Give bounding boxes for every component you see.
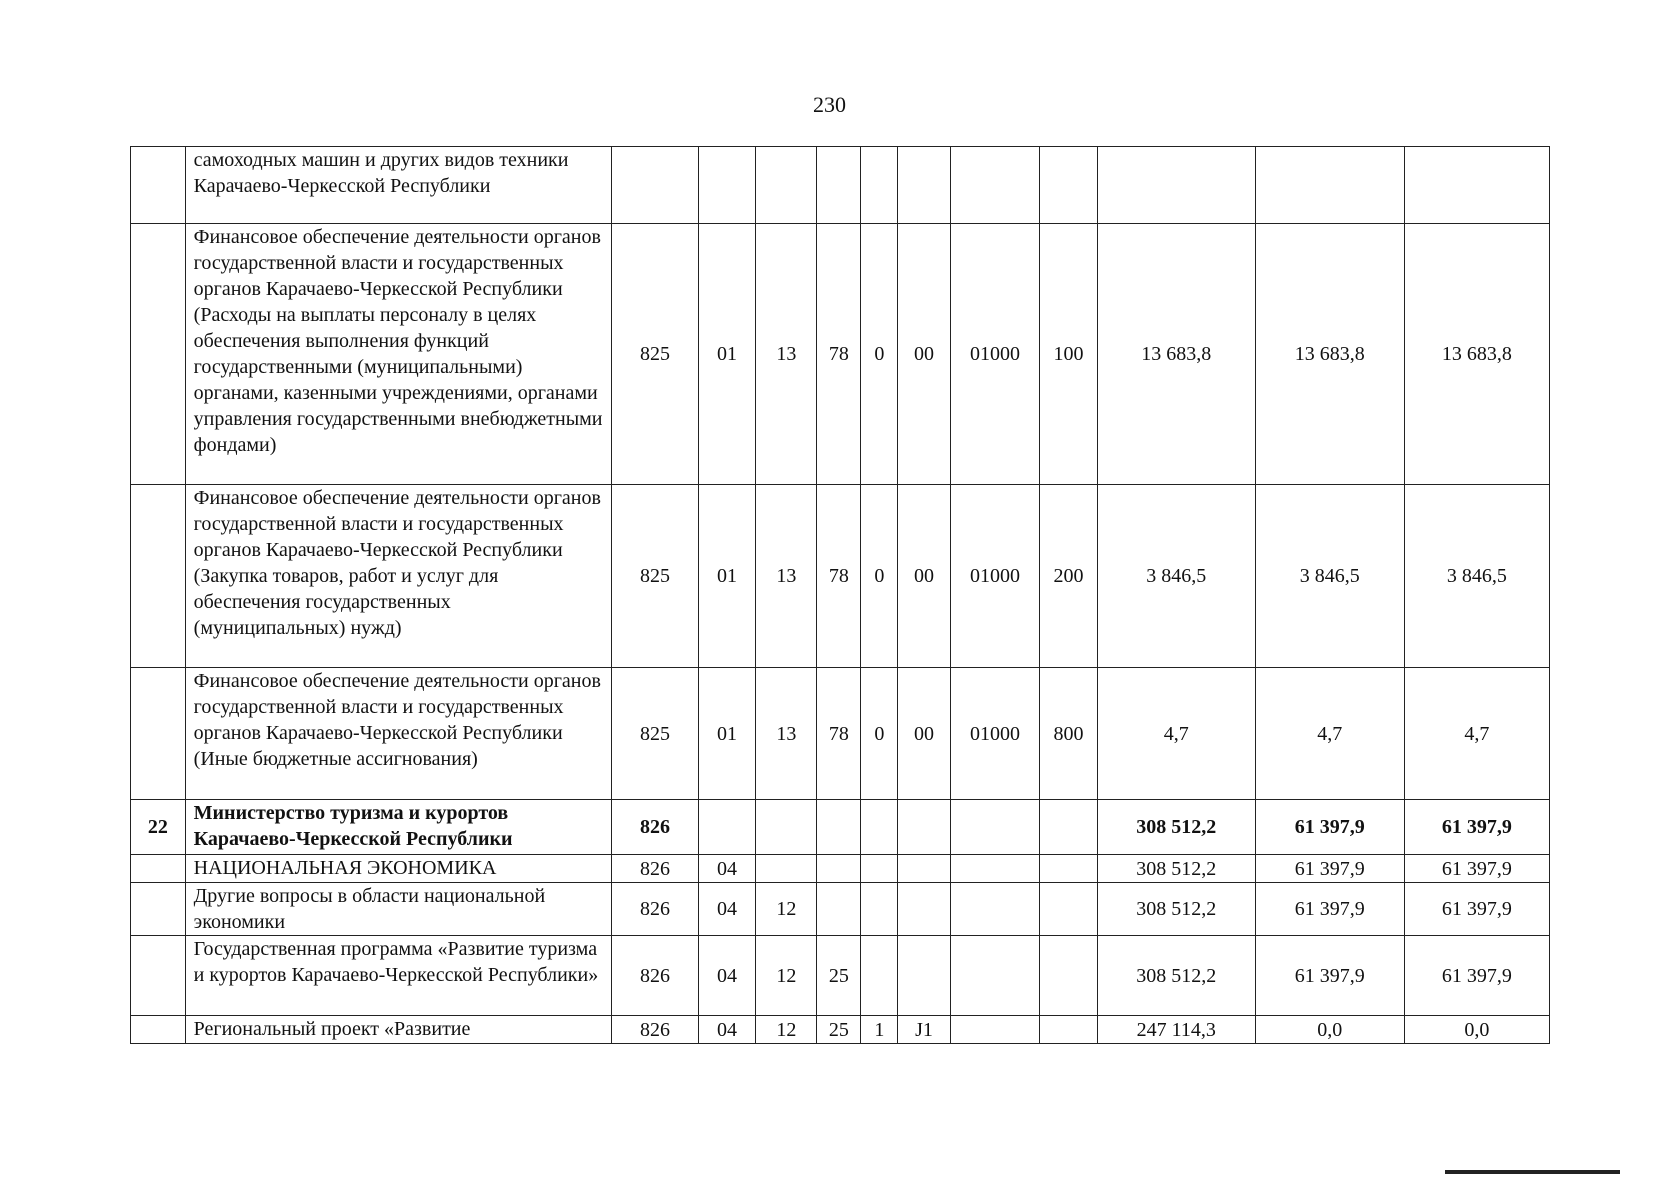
amount-3: 4,7 [1404, 668, 1549, 800]
code-gr: 826 [612, 1016, 698, 1044]
code-rz [698, 147, 756, 224]
amount-1: 308 512,2 [1097, 883, 1255, 936]
code-gr: 826 [612, 800, 698, 855]
code-main-event [898, 800, 951, 855]
table-row [131, 485, 1550, 668]
code-direction [950, 147, 1039, 224]
amount-2: 61 397,9 [1255, 800, 1404, 855]
amount-2: 3 846,5 [1255, 485, 1404, 668]
scan-mark [1445, 1170, 1620, 1174]
code-program [817, 147, 861, 224]
amount-1: 308 512,2 [1097, 855, 1255, 883]
code-gr: 825 [612, 668, 698, 800]
code-direction: 01000 [950, 485, 1039, 668]
code-subprogram: 0 [861, 485, 898, 668]
amount-2 [1255, 147, 1404, 224]
code-rz [698, 800, 756, 855]
amount-2: 13 683,8 [1255, 224, 1404, 485]
code-gr: 826 [612, 855, 698, 883]
code-program [817, 800, 861, 855]
page-number: 230 [813, 92, 846, 117]
amount-3: 61 397,9 [1404, 936, 1549, 1016]
code-main-event [898, 936, 951, 1016]
code-vr [1040, 936, 1098, 1016]
code-vr: 100 [1040, 224, 1098, 485]
code-pr: 12 [756, 936, 817, 1016]
code-vr [1040, 800, 1098, 855]
code-main-event: 00 [898, 485, 951, 668]
code-subprogram: 1 [861, 1016, 898, 1044]
code-subprogram [861, 883, 898, 936]
table-row [131, 936, 1550, 1016]
row-name: Министерство туризма и курортов Карачаево-Черкесской Республики [185, 800, 612, 855]
code-pr: 12 [756, 883, 817, 936]
code-direction: 01000 [950, 668, 1039, 800]
code-rz: 01 [698, 224, 756, 485]
amount-2: 61 397,9 [1255, 936, 1404, 1016]
code-program: 25 [817, 936, 861, 1016]
table-row [131, 883, 1550, 936]
code-pr [756, 855, 817, 883]
amount-3: 0,0 [1404, 1016, 1549, 1044]
code-main-event: 00 [898, 224, 951, 485]
row-name: НАЦИОНАЛЬНАЯ ЭКОНОМИКА [185, 855, 612, 883]
row-number [131, 147, 186, 224]
code-main-event: 00 [898, 668, 951, 800]
code-pr: 13 [756, 485, 817, 668]
amount-3: 61 397,9 [1404, 800, 1549, 855]
row-number [131, 883, 186, 936]
row-name: Финансовое обеспечение деятельности органов государственной власти и государственных органов Карачаево-Черкесской Республики (Расходы на выплаты персоналу в целях обеспечения выполнения функций государственными (муниципальными) органами, казенными учреждениями, органами управления государственными внебюджетными фондами) [185, 224, 612, 485]
code-pr [756, 147, 817, 224]
code-vr [1040, 147, 1098, 224]
code-subprogram [861, 800, 898, 855]
row-number [131, 668, 186, 800]
code-gr: 826 [612, 883, 698, 936]
code-program [817, 883, 861, 936]
code-vr: 200 [1040, 485, 1098, 668]
row-name: Государственная программа «Развитие туризма и курортов Карачаево-Черкесской Республики» [185, 936, 612, 1016]
code-gr: 826 [612, 936, 698, 1016]
code-gr: 825 [612, 224, 698, 485]
amount-3: 61 397,9 [1404, 855, 1549, 883]
amount-3: 3 846,5 [1404, 485, 1549, 668]
row-name: Другие вопросы в области национальной экономики [185, 883, 612, 936]
code-subprogram: 0 [861, 668, 898, 800]
amount-1: 247 114,3 [1097, 1016, 1255, 1044]
code-vr [1040, 855, 1098, 883]
amount-2: 61 397,9 [1255, 883, 1404, 936]
amount-2: 61 397,9 [1255, 855, 1404, 883]
row-name: самоходных машин и других видов техники Карачаево-Черкесской Республики [185, 147, 612, 224]
code-rz: 04 [698, 855, 756, 883]
code-program: 78 [817, 224, 861, 485]
amount-3: 13 683,8 [1404, 224, 1549, 485]
budget-table [130, 146, 1550, 1044]
amount-1: 4,7 [1097, 668, 1255, 800]
code-rz: 04 [698, 883, 756, 936]
code-direction [950, 883, 1039, 936]
code-pr: 12 [756, 1016, 817, 1044]
code-main-event [898, 147, 951, 224]
code-program: 78 [817, 485, 861, 668]
code-vr [1040, 883, 1098, 936]
code-pr: 13 [756, 668, 817, 800]
amount-2: 0,0 [1255, 1016, 1404, 1044]
code-pr [756, 800, 817, 855]
amount-1: 13 683,8 [1097, 224, 1255, 485]
amount-3 [1404, 147, 1549, 224]
code-direction [950, 855, 1039, 883]
amount-1 [1097, 147, 1255, 224]
table-row [131, 800, 1550, 855]
table-row [131, 668, 1550, 800]
code-program: 78 [817, 668, 861, 800]
code-rz: 01 [698, 485, 756, 668]
code-rz: 04 [698, 1016, 756, 1044]
code-subprogram [861, 147, 898, 224]
code-rz: 04 [698, 936, 756, 1016]
table-row [131, 224, 1550, 485]
code-direction [950, 1016, 1039, 1044]
table-row [131, 1016, 1550, 1044]
code-pr: 13 [756, 224, 817, 485]
amount-3: 61 397,9 [1404, 883, 1549, 936]
amount-2: 4,7 [1255, 668, 1404, 800]
code-program [817, 855, 861, 883]
code-main-event [898, 855, 951, 883]
row-name: Финансовое обеспечение деятельности органов государственной власти и государственных органов Карачаево-Черкесской Республики (Закупка товаров, работ и услуг для обеспечения государственных (муниципальных) нужд) [185, 485, 612, 668]
code-direction [950, 800, 1039, 855]
code-subprogram [861, 855, 898, 883]
amount-1: 308 512,2 [1097, 936, 1255, 1016]
row-name: Финансовое обеспечение деятельности органов государственной власти и государственных органов Карачаево-Черкесской Республики (Иные бюджетные ассигнования) [185, 668, 612, 800]
table-row [131, 855, 1550, 883]
code-vr: 800 [1040, 668, 1098, 800]
row-number [131, 855, 186, 883]
amount-1: 308 512,2 [1097, 800, 1255, 855]
code-direction: 01000 [950, 224, 1039, 485]
row-number [131, 485, 186, 668]
amount-1: 3 846,5 [1097, 485, 1255, 668]
code-gr: 825 [612, 485, 698, 668]
code-rz: 01 [698, 668, 756, 800]
row-number [131, 224, 186, 485]
code-subprogram: 0 [861, 224, 898, 485]
row-name: Региональный проект «Развитие [185, 1016, 612, 1044]
code-main-event [898, 883, 951, 936]
table-row [131, 147, 1550, 224]
code-gr [612, 147, 698, 224]
row-number [131, 936, 186, 1016]
row-number: 22 [131, 800, 186, 855]
row-number [131, 1016, 186, 1044]
code-subprogram [861, 936, 898, 1016]
code-main-event: J1 [898, 1016, 951, 1044]
code-direction [950, 936, 1039, 1016]
code-program: 25 [817, 1016, 861, 1044]
code-vr [1040, 1016, 1098, 1044]
